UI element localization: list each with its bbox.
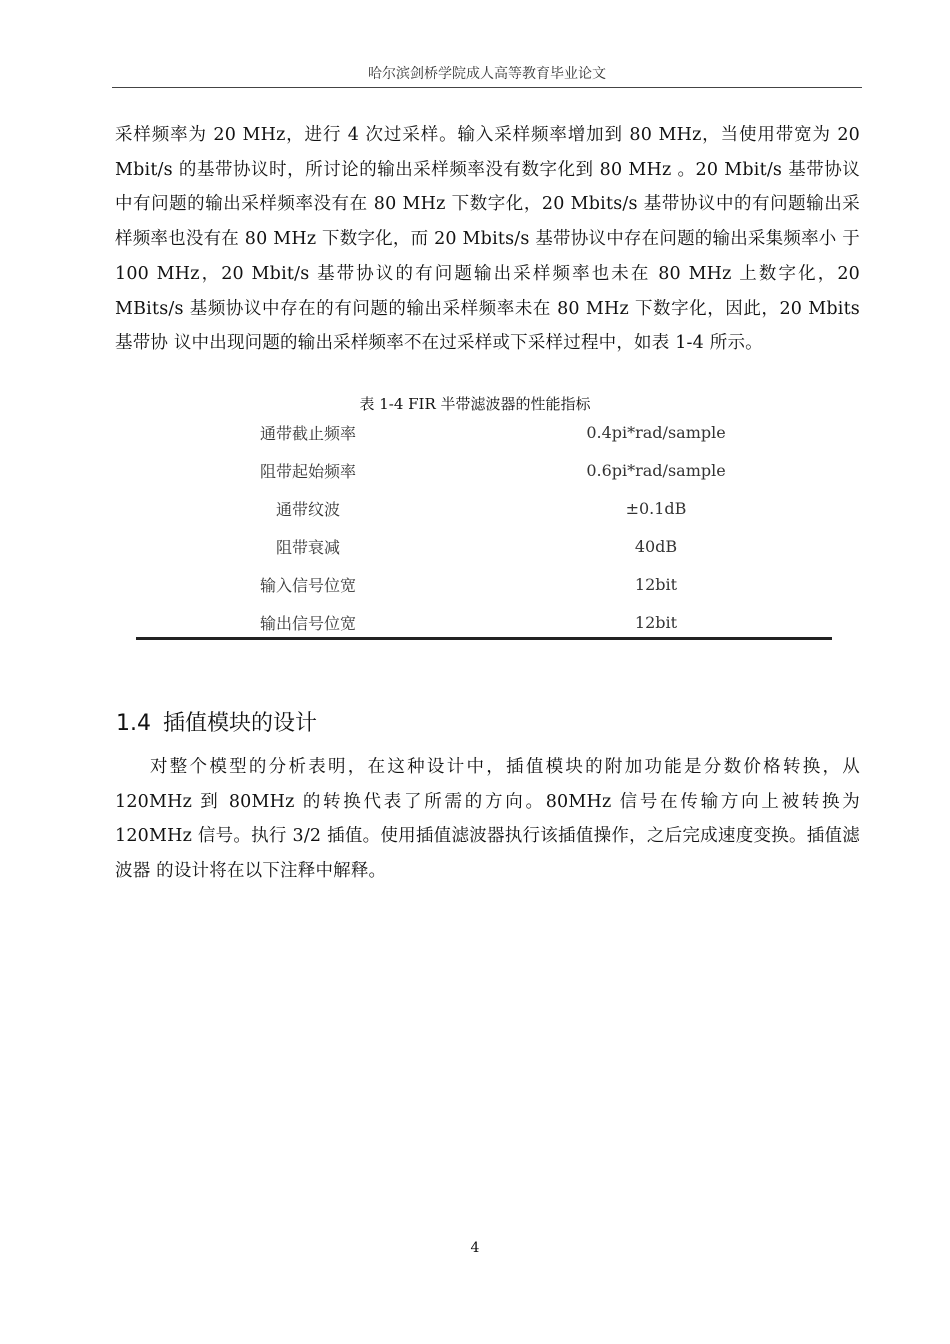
body-paragraph-1: 采样频率为 20 MHz，进行 4 次过采样。输入采样频率增加到 80 MHz，当使用带宽为 20 Mbit/s 的基带协议时，所讨论的输出采样频率没有数字化到 80 MHz 。20 Mbit/s 基带协议 中有问题的输出采样频率没有在 80 MHz 下数字化，20 Mbits/s 基带协议中的有问题输出采 样频率也没有在 80 MHz 下数字化，而 20 Mbits/s 基带协议中存在问题的输出采集频率小 于 100 MHz，20 Mbit/s 基带协议的有问题输出采样频率也未在 80 MHz 上数字化，20 MBits/s 基频协议中存在的有问题的输出采样频率未在 80 MHz 下数字化，因此，20 Mbits 基带协 议中出现问题的输出采样频率不在过采样或下采样过程中，如表 1-4 所示。 xyxy=(115,125,860,354)
spec-value: ±0.1dB xyxy=(625,498,687,518)
table-row xyxy=(136,527,832,565)
section-title: 插值模块的设计 xyxy=(163,711,318,736)
spec-name: 阻带衰减 xyxy=(275,537,340,557)
spec-value: 0.6pi*rad/sample xyxy=(586,460,726,480)
table-caption: 表 1-4 FIR 半带滤波器的性能指标 xyxy=(359,395,591,413)
header-divider xyxy=(112,87,862,88)
table-row xyxy=(136,603,832,641)
fir-spec-table xyxy=(136,413,832,641)
spec-name: 通带纹波 xyxy=(275,499,340,519)
spec-name: 输出信号位宽 xyxy=(259,613,356,633)
page-header: 哈尔滨剑桥学院成人高等教育毕业论文 xyxy=(368,66,606,82)
section-heading xyxy=(116,706,317,737)
table-row xyxy=(136,451,832,489)
table-row xyxy=(136,565,832,603)
spec-name: 通带截止频率 xyxy=(259,423,356,443)
spec-value: 40dB xyxy=(634,536,678,556)
spec-value: 12bit xyxy=(634,612,678,632)
spec-name: 输入信号位宽 xyxy=(259,575,356,595)
spec-value: 12bit xyxy=(634,574,678,594)
section-number: 1.4 xyxy=(116,711,151,736)
body-paragraph-2: 对整个模型的分析表明，在这种设计中，插值模块的附加功能是分数价格转换，从 120MHz 到 80MHz 的转换代表了所需的方向。80MHz 信号在传输方向上被转换为 120MHz 信号。执行 3/2 插值。使用插值滤波器执行该插值操作，之后完成速度变换。插值滤波器 的设计将在以下注释中解释。 xyxy=(115,757,860,882)
table-row xyxy=(136,489,832,527)
spec-value: 0.4pi*rad/sample xyxy=(586,422,726,442)
spec-name: 阻带起始频率 xyxy=(259,461,356,481)
page-number: 4 xyxy=(470,1240,480,1256)
table-bottom-rule xyxy=(136,637,832,640)
table-row xyxy=(136,413,832,451)
